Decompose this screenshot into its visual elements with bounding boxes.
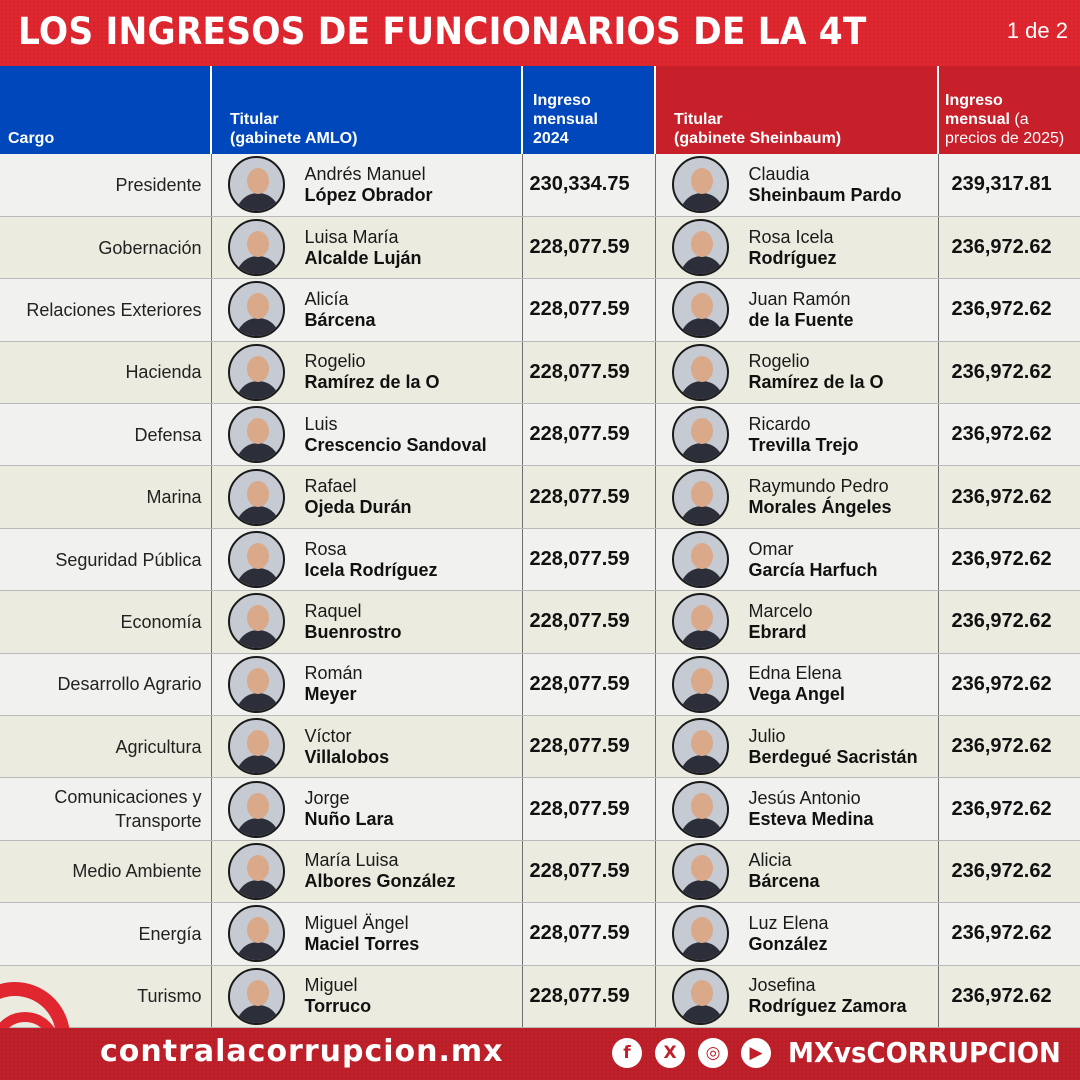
sheinbaum-first-name: Rogelio xyxy=(748,351,810,372)
social-icons xyxy=(612,1038,771,1068)
ingreso-2025-cell: 236,972.62 xyxy=(938,840,1080,902)
amlo-first-name: Jorge xyxy=(304,788,350,809)
sheinbaum-titular-cell xyxy=(655,279,938,341)
sheinbaum-titular-cell xyxy=(655,528,938,590)
column-header-sheinbaum-titular: Titular (gabinete Sheinbaum) xyxy=(655,66,938,154)
table-row xyxy=(0,154,1080,216)
cargo-cell: Medio Ambiente xyxy=(0,840,211,902)
sheinbaum-titular-cell xyxy=(655,716,938,778)
sheinbaum-portrait-icon xyxy=(672,156,729,213)
sheinbaum-first-name: Claudia xyxy=(748,163,810,184)
ingreso-2024-cell: 228,077.59 xyxy=(522,840,655,902)
ingreso-2024-cell: 228,077.59 xyxy=(522,903,655,965)
sheinbaum-first-name: Julio xyxy=(748,725,786,746)
amlo-first-name: María Luisa xyxy=(304,850,399,871)
sheinbaum-portrait-icon xyxy=(672,219,729,276)
sheinbaum-titular-cell xyxy=(655,404,938,466)
ingreso-2025-cell: 239,317.81 xyxy=(938,154,1080,216)
amlo-titular-cell xyxy=(211,154,522,216)
sheinbaum-portrait-icon xyxy=(672,406,729,463)
amlo-first-name: Luis xyxy=(304,413,338,434)
amlo-titular-cell xyxy=(211,965,522,1027)
amlo-portrait-icon xyxy=(228,281,285,338)
footer-bar xyxy=(0,1028,1080,1080)
ingreso-2024-cell: 228,077.59 xyxy=(522,716,655,778)
sheinbaum-titular-cell xyxy=(655,591,938,653)
ingreso-2025-cell: 236,972.62 xyxy=(938,903,1080,965)
sheinbaum-titular-cell xyxy=(655,216,938,278)
sheinbaum-last-name: Esteva Medina xyxy=(748,809,874,830)
sheinbaum-last-name: Morales Ángeles xyxy=(748,497,892,518)
amlo-last-name: Crescencio Sandoval xyxy=(304,434,487,455)
amlo-first-name: Miguel xyxy=(304,975,358,996)
amlo-portrait-icon xyxy=(228,593,285,650)
amlo-portrait-icon xyxy=(228,156,285,213)
website-link[interactable]: contralacorrupcion.mx xyxy=(100,1034,504,1069)
amlo-last-name: Buenrostro xyxy=(304,621,402,642)
social-handle[interactable]: MXvsCORRUPCION xyxy=(788,1036,1061,1069)
page-title: LOS INGRESOS DE FUNCIONARIOS DE LA 4T xyxy=(18,10,867,53)
sheinbaum-last-name: Bárcena xyxy=(748,871,820,892)
sheinbaum-first-name: Edna Elena xyxy=(748,663,842,684)
table-row xyxy=(0,216,1080,278)
title-bar xyxy=(0,0,1080,66)
amlo-first-name: Rafael xyxy=(304,476,357,497)
table-row xyxy=(0,528,1080,590)
table-row xyxy=(0,653,1080,715)
amlo-titular-cell xyxy=(211,840,522,902)
sheinbaum-titular-cell xyxy=(655,903,938,965)
ingreso-2025-cell: 236,972.62 xyxy=(938,216,1080,278)
sheinbaum-last-name: Berdegué Sacristán xyxy=(748,746,918,767)
page-indicator: 1 de 2 xyxy=(1006,18,1068,43)
ingreso-2024-cell: 228,077.59 xyxy=(522,778,655,840)
table-row xyxy=(0,279,1080,341)
ingreso-2024-cell: 228,077.59 xyxy=(522,965,655,1027)
table-row xyxy=(0,591,1080,653)
amlo-first-name: Víctor xyxy=(304,725,352,746)
ingreso-2025-cell: 236,972.62 xyxy=(938,965,1080,1027)
sheinbaum-portrait-icon xyxy=(672,968,729,1025)
amlo-titular-cell xyxy=(211,778,522,840)
sheinbaum-portrait-icon xyxy=(672,656,729,713)
ingreso-2024-cell: 230,334.75 xyxy=(522,154,655,216)
cargo-cell: Energía xyxy=(0,903,211,965)
sheinbaum-portrait-icon xyxy=(672,344,729,401)
cargo-cell: Relaciones Exteriores xyxy=(0,279,211,341)
table-row xyxy=(0,716,1080,778)
amlo-last-name: López Obrador xyxy=(304,184,433,205)
amlo-last-name: Villalobos xyxy=(304,746,390,767)
cargo-cell: Seguridad Pública xyxy=(0,528,211,590)
amlo-portrait-icon xyxy=(228,905,285,962)
ingreso-2024-cell: 228,077.59 xyxy=(522,216,655,278)
amlo-first-name: Miguel Ängel xyxy=(304,912,409,933)
ingreso-2025-cell: 236,972.62 xyxy=(938,279,1080,341)
amlo-last-name: Albores González xyxy=(304,871,456,892)
table-row xyxy=(0,466,1080,528)
sheinbaum-last-name: de la Fuente xyxy=(748,309,854,330)
amlo-titular-cell xyxy=(211,216,522,278)
cargo-cell: Agricultura xyxy=(0,716,211,778)
ingreso-2025-cell: 236,972.62 xyxy=(938,653,1080,715)
amlo-titular-cell xyxy=(211,404,522,466)
amlo-first-name: Andrés Manuel xyxy=(304,163,426,184)
sheinbaum-titular-cell xyxy=(655,965,938,1027)
ingreso-2024-cell: 228,077.59 xyxy=(522,653,655,715)
sheinbaum-titular-cell xyxy=(655,341,938,403)
amlo-titular-cell xyxy=(211,279,522,341)
amlo-portrait-icon xyxy=(228,656,285,713)
instagram-icon[interactable]: ◎ xyxy=(698,1038,728,1068)
amlo-titular-cell xyxy=(211,653,522,715)
table-row xyxy=(0,404,1080,466)
table-row xyxy=(0,778,1080,840)
column-header-ingreso-2025: Ingreso mensual (a precios de 2025) xyxy=(938,66,1080,154)
amlo-first-name: Rosa xyxy=(304,538,347,559)
sheinbaum-first-name: Ricardo xyxy=(748,413,811,434)
sheinbaum-last-name: Ramírez de la O xyxy=(748,372,884,393)
amlo-last-name: Maciel Torres xyxy=(304,933,420,954)
cargo-cell: Gobernación xyxy=(0,216,211,278)
ingreso-2025-cell: 236,972.62 xyxy=(938,591,1080,653)
cargo-cell: Comunicaciones y Transporte xyxy=(0,778,211,840)
sheinbaum-first-name: Raymundo Pedro xyxy=(748,476,889,497)
table-row xyxy=(0,840,1080,902)
x-icon[interactable]: X xyxy=(655,1038,685,1068)
amlo-first-name: Luisa María xyxy=(304,226,399,247)
amlo-last-name: Meyer xyxy=(304,684,357,705)
ingreso-2025-cell: 236,972.62 xyxy=(938,466,1080,528)
amlo-portrait-icon xyxy=(228,344,285,401)
sheinbaum-portrait-icon xyxy=(672,843,729,900)
table-header-row xyxy=(0,66,1080,154)
amlo-titular-cell xyxy=(211,341,522,403)
amlo-titular-cell xyxy=(211,716,522,778)
amlo-last-name: Nuño Lara xyxy=(304,809,394,830)
cargo-cell: Defensa xyxy=(0,404,211,466)
sheinbaum-last-name: Rodríguez Zamora xyxy=(748,996,907,1017)
column-header-amlo-titular: Titular (gabinete AMLO) xyxy=(211,66,522,154)
sheinbaum-last-name: Trevilla Trejo xyxy=(748,434,859,455)
amlo-titular-cell xyxy=(211,903,522,965)
ingreso-2024-cell: 228,077.59 xyxy=(522,591,655,653)
amlo-portrait-icon xyxy=(228,843,285,900)
sheinbaum-first-name: Rosa Icela xyxy=(748,226,834,247)
sheinbaum-portrait-icon xyxy=(672,718,729,775)
amlo-first-name: Román xyxy=(304,663,363,684)
amlo-last-name: Torruco xyxy=(304,996,372,1017)
amlo-portrait-icon xyxy=(228,781,285,838)
amlo-first-name: Alicía xyxy=(304,288,349,309)
amlo-portrait-icon xyxy=(228,718,285,775)
sheinbaum-first-name: Juan Ramón xyxy=(748,288,851,309)
sheinbaum-first-name: Alicia xyxy=(748,850,792,871)
sheinbaum-first-name: Jesús Antonio xyxy=(748,788,861,809)
ingreso-2024-cell: 228,077.59 xyxy=(522,528,655,590)
sheinbaum-last-name: González xyxy=(748,933,828,954)
amlo-portrait-icon xyxy=(228,406,285,463)
sheinbaum-titular-cell xyxy=(655,840,938,902)
cargo-cell: Turismo xyxy=(0,965,211,1027)
sheinbaum-last-name: García Harfuch xyxy=(748,559,878,580)
amlo-last-name: Ojeda Durán xyxy=(304,497,412,518)
sheinbaum-titular-cell xyxy=(655,154,938,216)
sheinbaum-portrait-icon xyxy=(672,781,729,838)
sheinbaum-first-name: Marcelo xyxy=(748,600,813,621)
amlo-portrait-icon xyxy=(228,469,285,526)
sheinbaum-portrait-icon xyxy=(672,531,729,588)
ingreso-2024-cell: 228,077.59 xyxy=(522,466,655,528)
youtube-icon[interactable]: ▶ xyxy=(741,1038,771,1068)
cargo-cell: Marina xyxy=(0,466,211,528)
amlo-last-name: Icela Rodríguez xyxy=(304,559,438,580)
sheinbaum-titular-cell xyxy=(655,778,938,840)
cargo-cell: Economía xyxy=(0,591,211,653)
cargo-cell: Hacienda xyxy=(0,341,211,403)
sheinbaum-titular-cell xyxy=(655,466,938,528)
column-header-ingreso-2024: Ingreso mensual 2024 xyxy=(522,66,655,154)
sheinbaum-portrait-icon xyxy=(672,469,729,526)
sheinbaum-portrait-icon xyxy=(672,905,729,962)
table-body xyxy=(0,154,1080,1027)
sheinbaum-first-name: Josefina xyxy=(748,975,816,996)
sheinbaum-titular-cell xyxy=(655,653,938,715)
ingreso-2025-cell: 236,972.62 xyxy=(938,778,1080,840)
amlo-last-name: Ramírez de la O xyxy=(304,372,440,393)
column-header-cargo: Cargo xyxy=(0,66,211,154)
income-table xyxy=(0,66,1080,1028)
ingreso-2024-cell: 228,077.59 xyxy=(522,404,655,466)
amlo-first-name: Raquel xyxy=(304,600,362,621)
ingreso-2025-cell: 236,972.62 xyxy=(938,528,1080,590)
sheinbaum-last-name: Ebrard xyxy=(748,621,807,642)
amlo-portrait-icon xyxy=(228,531,285,588)
ingreso-2025-cell: 236,972.62 xyxy=(938,716,1080,778)
ingreso-2024-cell: 228,077.59 xyxy=(522,279,655,341)
sheinbaum-first-name: Luz Elena xyxy=(748,912,829,933)
cargo-cell: Desarrollo Agrario xyxy=(0,653,211,715)
facebook-icon[interactable]: f xyxy=(612,1038,642,1068)
ingreso-2024-cell: 228,077.59 xyxy=(522,341,655,403)
table-row xyxy=(0,965,1080,1027)
sheinbaum-last-name: Sheinbaum Pardo xyxy=(748,184,902,205)
table-row xyxy=(0,903,1080,965)
amlo-portrait-icon xyxy=(228,219,285,276)
table-row xyxy=(0,341,1080,403)
sheinbaum-portrait-icon xyxy=(672,593,729,650)
sheinbaum-portrait-icon xyxy=(672,281,729,338)
amlo-first-name: Rogelio xyxy=(304,351,366,372)
sheinbaum-first-name: Omar xyxy=(748,538,794,559)
amlo-last-name: Alcalde Luján xyxy=(304,247,422,268)
amlo-titular-cell xyxy=(211,591,522,653)
cargo-cell: Presidente xyxy=(0,154,211,216)
amlo-last-name: Bárcena xyxy=(304,309,376,330)
amlo-portrait-icon xyxy=(228,968,285,1025)
sheinbaum-last-name: Vega Angel xyxy=(748,684,845,705)
ingreso-2025-cell: 236,972.62 xyxy=(938,404,1080,466)
sheinbaum-last-name: Rodríguez xyxy=(748,247,837,268)
ingreso-2025-cell: 236,972.62 xyxy=(938,341,1080,403)
amlo-titular-cell xyxy=(211,528,522,590)
amlo-titular-cell xyxy=(211,466,522,528)
